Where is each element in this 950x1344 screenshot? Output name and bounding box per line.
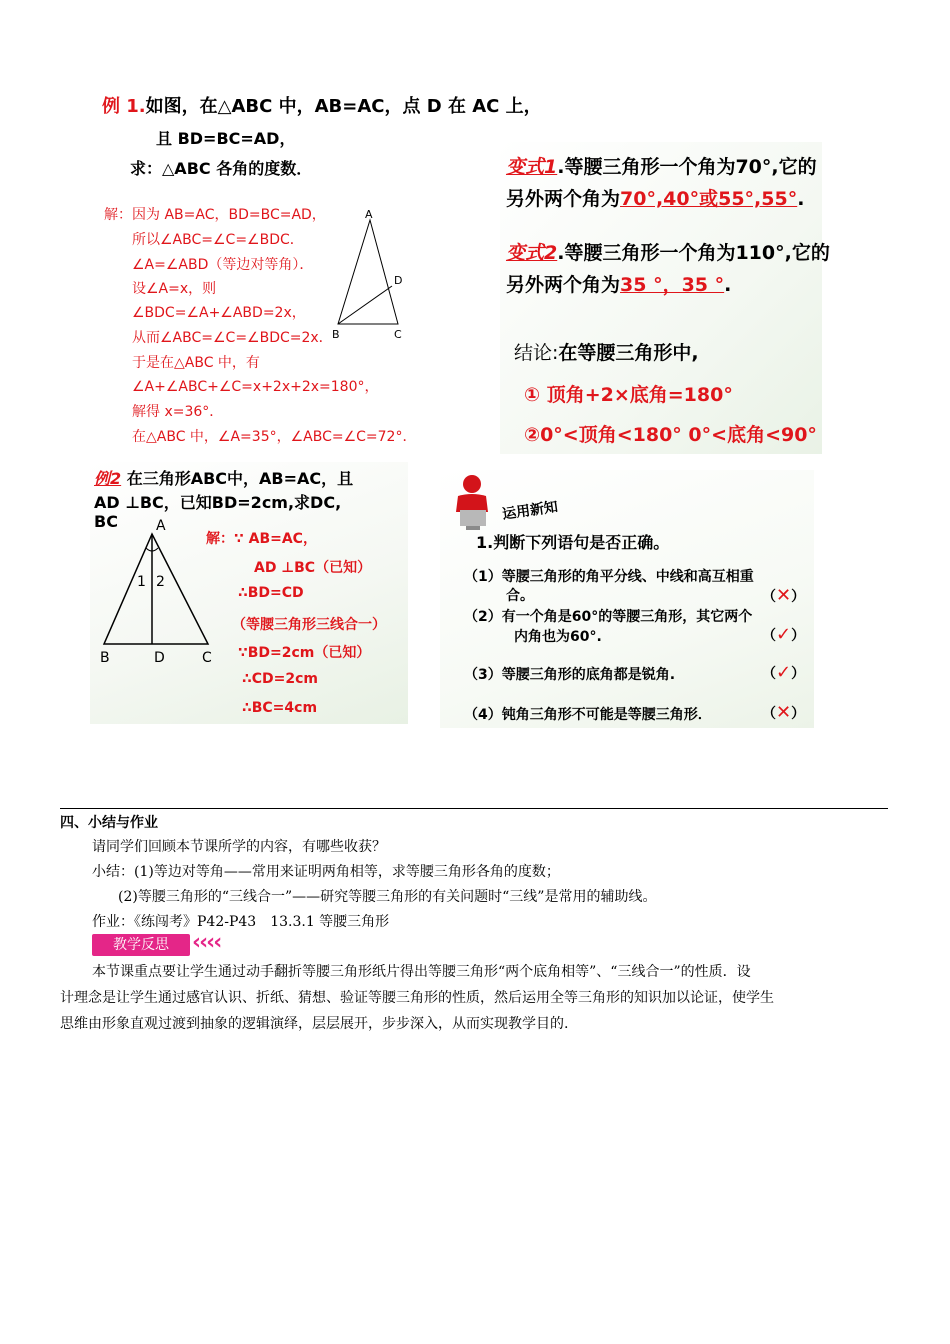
example-2-solution-line: ∴BC=4cm [242,700,318,716]
practice-item-4: （4）钝角三角形不可能是等腰三角形． [464,707,712,723]
example-2-solution-line: ∴BD=CD [238,585,304,601]
reflection-banner [92,934,190,956]
summary-line: (2)等腰三角形的“三线合一”——研究等腰三角形的有关问题时“三线”是常用的辅助线。 [118,889,657,905]
solution-line: 在△ABC 中，∠A=35°，∠ABC=∠C=72°． [132,429,417,445]
vertex-c-label: C [394,328,402,341]
solution-line: 解：因为 AB=AC，BD=BC=AD， [104,207,326,223]
practice-item-1-line-2: 合。 [506,588,534,604]
summary-line: 小结：(1)等边对等角——常用来证明两角相等，求等腰三角形各角的度数； [92,864,560,880]
example-2-solution-line: ∵BD=2cm（已知） [238,645,371,661]
practice-item-3: （3）等腰三角形的底角都是锐角. [464,667,676,683]
check-mark-icon: ✓ [776,624,792,645]
variant-2-answer: 35 °，35 ° [620,274,725,296]
practice-item-2-answer: （✓） [762,624,806,645]
vertex-c-label: C [202,650,212,664]
reflection-line: 思维由形象直观过渡到抽象的逻辑演绎，层层展开，步步深入，从而实现教学目的. [60,1016,569,1032]
example-2-solution-line: （等腰三角形三线合一） [232,617,386,633]
practice-item-1-line-1: （1）等腰三角形的角平分线、中线和高互相重 [464,569,754,585]
conclusion-rule-2: ②0°<顶角<180° 0°<底角<90° [524,424,817,446]
check-mark-icon: ✓ [776,662,792,683]
example-2-question-line: 在三角形ABC中，AB=AC，且 [121,469,354,488]
variant-1-answer: 70°,40°或55°,55° [620,188,798,210]
example-1-tag: 例 1. [102,96,146,117]
example-2-panel [90,462,408,724]
practice-panel [440,470,814,728]
summary-line: 请同学们回顾本节课所学的内容，有哪些收获？ [92,839,386,855]
triangle-abc-figure [330,206,410,346]
angle-2-label: 2 [156,574,165,590]
vertex-d-label: D [154,650,165,664]
practice-item-4-answer: （✕） [762,702,806,723]
variant-2-tag: 变式2 [506,242,558,264]
vertex-b-label: B [332,328,340,341]
practice-title: 1.判断下列语句是否正确。 [476,533,670,552]
example-1-title: 如图，在△ABC 中，AB=AC，点 D 在 AC 上， [145,96,542,117]
variant-2-prompt: 另外两个角为 [506,274,621,296]
angle-1-label: 1 [137,574,146,590]
variants-panel: 变式1.等腰三角形一个角为70°,它的 另外两个角为70°,40°或55°,55°. 变式2.等腰三角形一个角为110°,它的 另外两个角为35 °，35 °. 结论:在等腰三角形中, ① 顶角+2×底角=180° ②0°<顶角<180° 0°<底角<90° [500,142,822,454]
vertex-b-label: B [100,650,110,664]
solution-line: ∠BDC=∠A+∠ABD=2x， [132,305,306,321]
vertex-d-label: D [394,274,403,287]
reflection-line: 本节课重点要让学生通过动手翻折等腰三角形纸片得出等腰三角形“两个底角相等”、“三线合一”的性质．设 [92,964,751,980]
practice-item-2-line-2: 内角也为60°. [514,629,602,645]
conclusion-rule-1: ① 顶角+2×底角=180° [524,384,733,406]
solution-line: 解得 x=36°． [132,404,224,420]
practice-item-2-line-1: （2）有一个角是60°的等腰三角形，其它两个 [464,609,753,625]
summary-heading: 四、小结与作业 [60,815,158,831]
solution-line: 设∠A=x，则 [132,281,217,297]
conclusion-text: 在等腰三角形中, [558,342,699,364]
section-divider [60,808,888,809]
solution-line: ∠A=∠ABD（等边对等角）． [132,257,314,273]
practice-item-3-answer: （✓） [762,662,806,683]
variant-1-prompt: 另外两个角为 [506,188,621,210]
reflection-line: 计理念是让学生通过感官认识、折纸、猜想、验证等腰三角形的性质，然后运用全等三角形的知识加以论证，使学生 [60,990,774,1006]
example-2-question-line: AD ⊥BC，已知BD=2cm,求DC, [94,493,342,512]
chevron-left-icon: ‹‹‹‹ [192,930,221,955]
solution-line: ∠A+∠ABC+∠C=x+2x+2x=180°， [132,379,379,395]
solution-line: 所以∠ABC=∠C=∠BDC． [132,232,304,248]
cross-mark-icon: ✕ [776,585,792,606]
example-1-condition: 且 BD=BC=AD， [156,129,296,148]
cross-mark-icon: ✕ [776,702,792,723]
example-2-solution-line: ∴CD=2cm [242,671,318,687]
presenter-figure-icon [442,472,502,532]
homework-line: 作业：《练闯考》P42-P43 13.3.1 等腰三角形 [92,914,390,930]
practice-item-1-answer: （✕） [762,585,806,606]
vertex-a-label: A [156,518,166,534]
example-2-question-line: BC [94,512,118,531]
example-2-solution-line: AD ⊥BC（已知） [254,560,372,576]
solution-line: 于是在△ABC 中，有 [132,355,260,371]
reflection-banner-label: 教学反思 [113,937,169,953]
variant-1-text: .等腰三角形一个角为70°,它的 [557,156,817,178]
conclusion-title: 结论: [514,342,559,364]
variant-1-tag: 变式1 [506,156,558,178]
example-2-tag: 例2 [94,469,122,488]
variant-2-text: .等腰三角形一个角为110°,它的 [557,242,830,264]
practice-badge: 运用新知 [501,499,559,523]
vertex-a-label: A [365,208,373,221]
solution-line: 从而∠ABC=∠C=∠BDC=2x． [132,330,333,346]
example-2-solution-line: 解：∵ AB=AC， [206,531,317,547]
example-1-question: 求：△ABC 各角的度数． [130,159,313,178]
